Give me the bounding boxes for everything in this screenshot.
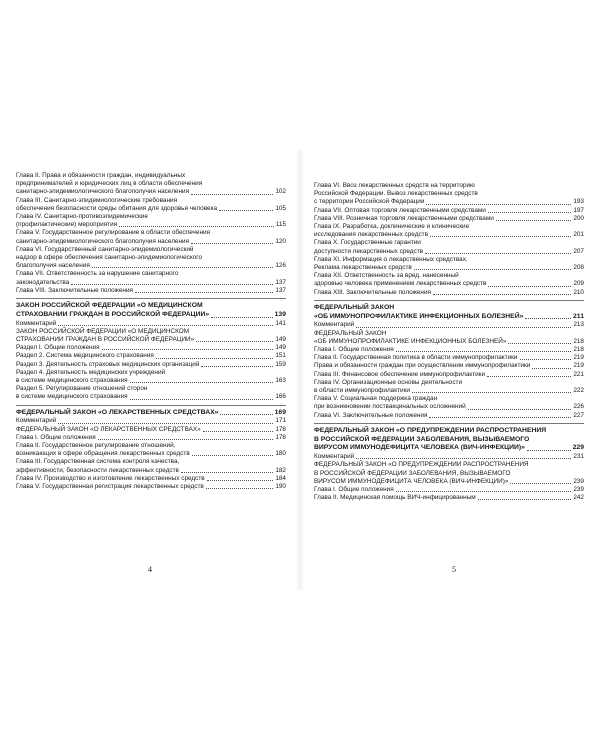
toc-leader-dots	[196, 341, 273, 342]
toc-entry-title-line: Глава VI. Ввоз лекарственных средств на территорию	[314, 182, 475, 189]
toc-leader-dots	[119, 226, 274, 227]
toc-page-number: 239	[573, 486, 584, 494]
toc-page-number: 193	[573, 198, 584, 206]
toc-entry	[314, 223, 584, 239]
toc-entry-title-line: Глава IX. Разработка, доклинические и клинические	[314, 223, 470, 231]
toc-entry-title-line: «ОБ ИММУНОПРОФИЛАКТИКЕ ИНФЕКЦИОННЫХ БОЛЕЗНЕЙ»	[314, 337, 507, 345]
toc-leader-dots	[206, 488, 274, 489]
toc-entry	[314, 395, 584, 411]
toc-leader-dots	[207, 480, 274, 481]
toc-entry-title-line: здоровью человека применением лекарственных средств	[314, 280, 487, 288]
toc-entry	[16, 320, 286, 328]
toc-page-number: 219	[573, 362, 584, 370]
toc-entry	[314, 215, 584, 223]
toc-page-number: 149	[275, 336, 286, 344]
toc-entry	[314, 256, 584, 272]
toc-entry-title-line: Комментарий	[16, 319, 57, 327]
toc-entry-title-line: Глава V. Социальная поддержка граждан	[314, 395, 438, 403]
toc-leader-dots	[527, 450, 571, 451]
toc-entry-title-line: Глава V. Государственное регулирование в области обеспечения	[16, 229, 210, 237]
toc-entry-title-line: ФЕДЕРАЛЬНЫЙ ЗАКОН	[314, 329, 387, 337]
toc-section-heading	[16, 302, 286, 320]
toc-leader-dots	[430, 236, 571, 237]
toc-leader-dots	[191, 194, 273, 195]
toc-entry	[16, 475, 286, 483]
right-page-toc	[314, 182, 584, 502]
toc-page-number: 213	[573, 321, 584, 329]
toc-page-number: 171	[275, 417, 286, 425]
toc-entry	[16, 483, 286, 491]
toc-entry-title-line: Глава X. Государственные гарантии	[314, 239, 421, 247]
toc-entry	[314, 486, 584, 494]
toc-page-number: 207	[573, 247, 584, 255]
toc-page-number: 184	[275, 474, 286, 482]
toc-entry	[314, 289, 584, 297]
toc-page-number: 218	[573, 337, 584, 345]
toc-entry-title-line: Права и обязанности граждан при осуществлении иммунопрофилактики	[314, 362, 531, 370]
toc-leader-dots	[356, 458, 571, 459]
toc-entry	[314, 494, 584, 502]
toc-entry-title-line: обеспечения безопасности среды обитания для здоровья человека	[16, 204, 218, 212]
toc-page-number: 169	[274, 408, 286, 416]
toc-leader-dots	[211, 317, 273, 318]
toc-entry-title-line: предпринимателей и юридических лиц в области обеспечения	[16, 180, 203, 188]
toc-entry-title-line: ВИРУСОМ ИММУНОДЕФИЦИТА ЧЕЛОВЕКА (ВИЧ-ИНФЕКЦИИ)»	[314, 444, 525, 452]
toc-entry-title-line: Раздел 4. Деятельность медицинских учреждений	[16, 368, 166, 376]
toc-separator	[16, 405, 286, 406]
toc-page-number: 139	[274, 310, 286, 318]
toc-page-number: 120	[275, 237, 286, 245]
toc-entry-title-line: (профилактические) мероприятия	[16, 221, 118, 229]
toc-entry-title-line: Российской Федерации. Вывоз лекарственных средств	[314, 190, 478, 198]
toc-entry-title-line: ЗАКОН РОССИЙСКОЙ ФЕДЕРАЦИИ «О МЕДИЦИНСКОМ	[16, 327, 190, 335]
toc-entry	[16, 229, 286, 245]
toc-page-number: 201	[573, 231, 584, 239]
toc-separator	[314, 300, 584, 301]
toc-leader-dots	[414, 269, 572, 270]
toc-entry	[16, 197, 286, 213]
toc-leader-dots	[468, 409, 572, 410]
toc-page-number: 210	[573, 288, 584, 296]
toc-leader-dots	[92, 267, 274, 268]
toc-page-number: 178	[275, 433, 286, 441]
toc-page-number: 182	[275, 466, 286, 474]
toc-entry	[314, 461, 584, 486]
toc-entry-title-line: надзор в сфере обеспечения санитарно-эпидемиологического	[16, 254, 203, 262]
toc-page-number: 141	[275, 319, 286, 327]
toc-entry	[16, 328, 286, 344]
toc-leader-dots	[220, 414, 272, 415]
toc-entry	[16, 246, 286, 271]
toc-entry-title-line: ФЕДЕРАЛЬНЫЙ ЗАКОН	[314, 303, 395, 311]
toc-entry-title-line: Глава I. Общие положения	[314, 486, 394, 494]
toc-entry	[314, 182, 584, 207]
toc-entry-title-line: Глава I. Общие положения	[314, 346, 394, 354]
toc-entry-title-line: Глава III. Санитарно-эпидемиологические требования	[16, 196, 178, 204]
toc-entry-title-line: законодательства	[16, 278, 70, 286]
toc-entry-title-line: санитарно-эпидемиологического благополучия населения	[16, 188, 190, 196]
toc-section-heading	[314, 427, 584, 453]
toc-leader-dots	[532, 368, 571, 369]
toc-entry-title-line: Комментарий	[314, 453, 355, 461]
toc-entry-title-line: ФЕДЕРАЛЬНЫЙ ЗАКОН «О ЛЕКАРСТВЕННЫХ СРЕДСТВАХ»	[16, 425, 201, 433]
toc-entry-title-line: Глава II. Государственная политика в области иммунопрофилактики	[314, 354, 518, 362]
toc-leader-dots	[130, 382, 274, 383]
toc-page-number: 105	[275, 204, 286, 212]
toc-page-number: 137	[275, 286, 286, 294]
toc-page-number: 222	[573, 387, 584, 395]
toc-entry-title-line: ФЕДЕРАЛЬНЫЙ ЗАКОН «О ЛЕКАРСТВЕННЫХ СРЕДСТВАХ»	[16, 408, 219, 416]
toc-entry-title-line: Глава VII. Оптовая торговля лекарственными средствами	[314, 206, 486, 214]
toc-page-number: 115	[275, 221, 286, 229]
toc-page-number: 226	[573, 403, 584, 411]
toc-leader-dots	[135, 292, 273, 293]
toc-entry-title-line: СТРАХОВАНИИ ГРАЖДАН В РОССИЙСКОЙ ФЕДЕРАЦИИ»	[16, 310, 210, 318]
toc-entry	[314, 239, 584, 255]
toc-entry	[314, 330, 584, 346]
toc-leader-dots	[219, 210, 273, 211]
toc-page-number: 159	[275, 360, 286, 368]
toc-leader-dots	[478, 499, 572, 500]
toc-page-number: 163	[275, 377, 286, 385]
toc-leader-dots	[396, 351, 572, 352]
toc-entry-title-line: Глава III. Финансовое обеспечение иммунопрофилактики	[314, 370, 486, 378]
toc-entry-title-line: СТРАХОВАНИИ ГРАЖДАН В РОССИЙСКОЙ ФЕДЕРАЦИИ»	[16, 336, 195, 344]
toc-entry-title-line: ФЕДЕРАЛЬНЫЙ ЗАКОН «О ПРЕДУПРЕЖДЕНИИ РАСПРОСТРАНЕНИЯ	[314, 461, 529, 469]
toc-entry-title-line: Глава IV. Производство и изготовление лекарственных средств	[16, 474, 205, 482]
toc-leader-dots	[156, 358, 273, 359]
toc-leader-dots	[433, 294, 571, 295]
toc-page-number: 221	[573, 370, 584, 378]
toc-entry	[16, 458, 286, 474]
toc-separator	[314, 423, 584, 424]
toc-entry	[16, 417, 286, 425]
toc-page-number: 149	[275, 344, 286, 352]
toc-entry-title-line: В РОССИЙСКОЙ ФЕДЕРАЦИИ ЗАБОЛЕВАНИЯ, ВЫЗЫВАЕМОГО	[314, 435, 530, 443]
toc-page-number: 227	[573, 411, 584, 419]
toc-page-number: 180	[275, 450, 286, 458]
toc-page-number: 137	[275, 278, 286, 286]
toc-page-number: 102	[275, 188, 286, 196]
toc-entry-title-line: Глава XII. Ответственность за вред, нанесенный	[314, 272, 459, 280]
toc-page-number: 211	[573, 312, 584, 320]
toc-leader-dots	[496, 220, 572, 221]
toc-entry-title-line: Раздел 3. Деятельность страховых медицинских организаций	[16, 360, 200, 368]
toc-entry	[314, 371, 584, 379]
toc-section-heading	[16, 409, 286, 418]
toc-page-number: 200	[573, 214, 584, 222]
toc-leader-dots	[425, 253, 571, 254]
toc-entry	[16, 352, 286, 360]
toc-entry-title-line: Глава VIII. Заключительные положения	[16, 286, 133, 294]
left-page-toc	[16, 172, 286, 491]
toc-entry-title-line: ЗАКОН РОССИЙСКОЙ ФЕДЕРАЦИИ «О МЕДИЦИНСКОМ	[16, 302, 203, 310]
toc-entry-title-line: Глава IV. Организационные основы деятельности	[314, 378, 463, 386]
toc-section-heading	[314, 304, 584, 322]
toc-entry-title-line: Глава VI. Заключительные положения	[314, 411, 428, 419]
toc-leader-dots	[488, 212, 571, 213]
toc-leader-dots	[98, 439, 274, 440]
toc-entry	[16, 361, 286, 369]
toc-entry-title-line: «ОБ ИММУНОПРОФИЛАКТИКЕ ИНФЕКЦИОННЫХ БОЛЕЗНЕЙ»	[314, 312, 524, 320]
toc-leader-dots	[487, 376, 571, 377]
toc-leader-dots	[508, 343, 571, 344]
toc-entry	[16, 287, 286, 295]
toc-entry	[16, 426, 286, 434]
toc-entry-title-line: Глава VIII. Розничная торговля лекарственными средствами	[314, 214, 494, 222]
toc-entry-title-line: ФЕДЕРАЛЬНЫЙ ЗАКОН «О ПРЕДУПРЕЖДЕНИИ РАСПРОСТРАНЕНИЯ	[314, 426, 547, 434]
toc-entry-title-line: Глава II. Государственное регулирование отношений,	[16, 442, 176, 450]
toc-entry-title-line: Глава V. Государственная регистрация лекарственных средств	[16, 483, 204, 491]
toc-entry-title-line: Глава II. Медицинская помощь ВИЧ-инфицированным	[314, 494, 476, 502]
toc-entry-title-line: Раздел 5. Регулирование отношений сторон	[16, 385, 148, 393]
toc-entry-title-line: Глава IV. Санитарно-противоэпидемические	[16, 213, 148, 221]
toc-entry-title-line: Глава XIII. Заключительные положения	[314, 288, 431, 296]
toc-entry-title-line: Комментарий	[16, 417, 57, 425]
toc-leader-dots	[58, 325, 273, 326]
toc-entry	[16, 385, 286, 401]
toc-entry-title-line: Глава I. Общие положения	[16, 433, 96, 441]
toc-leader-dots	[130, 399, 274, 400]
toc-leader-dots	[525, 318, 571, 319]
toc-entry	[16, 172, 286, 197]
toc-page-number: 190	[275, 483, 286, 491]
toc-leader-dots	[203, 431, 274, 432]
toc-page-number: 218	[573, 346, 584, 354]
toc-leader-dots	[412, 392, 571, 393]
toc-page-number: 219	[573, 354, 584, 362]
toc-entry	[16, 434, 286, 442]
left-page-number: 4	[148, 565, 152, 574]
toc-entry	[16, 344, 286, 352]
toc-entry-title-line: Глава II. Права и обязанности граждан, индивидуальных	[16, 172, 186, 179]
toc-page-number: 126	[275, 262, 286, 270]
toc-entry	[314, 207, 584, 215]
toc-leader-dots	[181, 472, 273, 473]
toc-leader-dots	[102, 349, 274, 350]
toc-entry-title-line: эффективности, безопасности лекарственных средств	[16, 466, 179, 474]
toc-entry-title-line: Реклама лекарственных средств	[314, 264, 412, 272]
toc-entry	[16, 442, 286, 458]
toc-entry-title-line: Глава VI. Государственный санитарно-эпидемиологический	[16, 245, 194, 253]
toc-entry-title-line: Раздел 2. Система медицинского страхования	[16, 352, 154, 360]
toc-entry	[314, 321, 584, 329]
toc-entry-title-line: доступности лекарственных средств	[314, 247, 424, 255]
toc-leader-dots	[356, 327, 571, 328]
toc-leader-dots	[426, 204, 571, 205]
toc-entry-title-line: санитарно-эпидемиологического благополучия населения	[16, 237, 190, 245]
toc-entry	[16, 213, 286, 229]
toc-entry-title-line: в системе медицинского страхования	[16, 393, 128, 401]
toc-leader-dots	[429, 417, 571, 418]
toc-entry	[16, 270, 286, 286]
toc-entry-title-line: благополучия населения	[16, 262, 90, 270]
toc-page-number: 151	[275, 352, 286, 360]
toc-entry	[16, 369, 286, 385]
toc-leader-dots	[192, 455, 274, 456]
toc-entry-title-line: В РОССИЙСКОЙ ФЕДЕРАЦИИ ЗАБОЛЕВАНИЯ, ВЫЗЫВАЕМОГО	[314, 469, 511, 477]
toc-leader-dots	[71, 284, 273, 285]
toc-entry-title-line: в области иммунопрофилактики	[314, 387, 410, 395]
toc-entry-title-line: с территории Российской Федерации	[314, 198, 425, 206]
toc-leader-dots	[510, 483, 571, 484]
toc-leader-dots	[520, 359, 572, 360]
toc-leader-dots	[396, 491, 572, 492]
toc-leader-dots	[191, 243, 273, 244]
toc-leader-dots	[58, 423, 273, 424]
toc-separator	[16, 298, 286, 299]
toc-leader-dots	[488, 286, 571, 287]
toc-entry-title-line: возникающих в сфере обращения лекарственных средств	[16, 450, 190, 458]
toc-leader-dots	[201, 366, 273, 367]
toc-entry	[314, 412, 584, 420]
toc-page-number: 242	[573, 494, 584, 502]
toc-entry-title-line: в системе медицинского страхования	[16, 377, 128, 385]
toc-page-number: 231	[573, 453, 584, 461]
toc-entry-title-line: Комментарий	[314, 321, 355, 329]
toc-entry	[314, 362, 584, 370]
toc-entry-title-line: Раздел I. Общие положения	[16, 344, 100, 352]
toc-page-number: 229	[572, 444, 584, 452]
toc-page-number: 166	[275, 393, 286, 401]
toc-entry-title-line: исследования лекарственных средств	[314, 231, 428, 239]
toc-page-number: 209	[573, 280, 584, 288]
toc-entry	[314, 379, 584, 395]
toc-entry-title-line: ВИРУСОМ ИММУНОДЕФИЦИТА ЧЕЛОВЕКА (ВИЧ-ИНФЕКЦИИ)»	[314, 477, 509, 485]
toc-entry-title-line: Глава III. Государственная система контроля качества,	[16, 458, 180, 466]
toc-page-number: 197	[573, 206, 584, 214]
toc-entry	[314, 272, 584, 288]
book-gutter	[296, 150, 304, 590]
toc-page-number: 178	[275, 425, 286, 433]
right-page-number: 5	[452, 565, 456, 574]
toc-entry-title-line: при возникновении поствакцинальных осложнений	[314, 403, 466, 411]
toc-entry-title-line: Глава XI. Информация о лекарственных средствах.	[314, 255, 468, 263]
toc-page-number: 208	[573, 264, 584, 272]
toc-entry-title-line: Глава VII. Ответственность за нарушение санитарного	[16, 270, 179, 278]
toc-page-number: 239	[573, 477, 584, 485]
